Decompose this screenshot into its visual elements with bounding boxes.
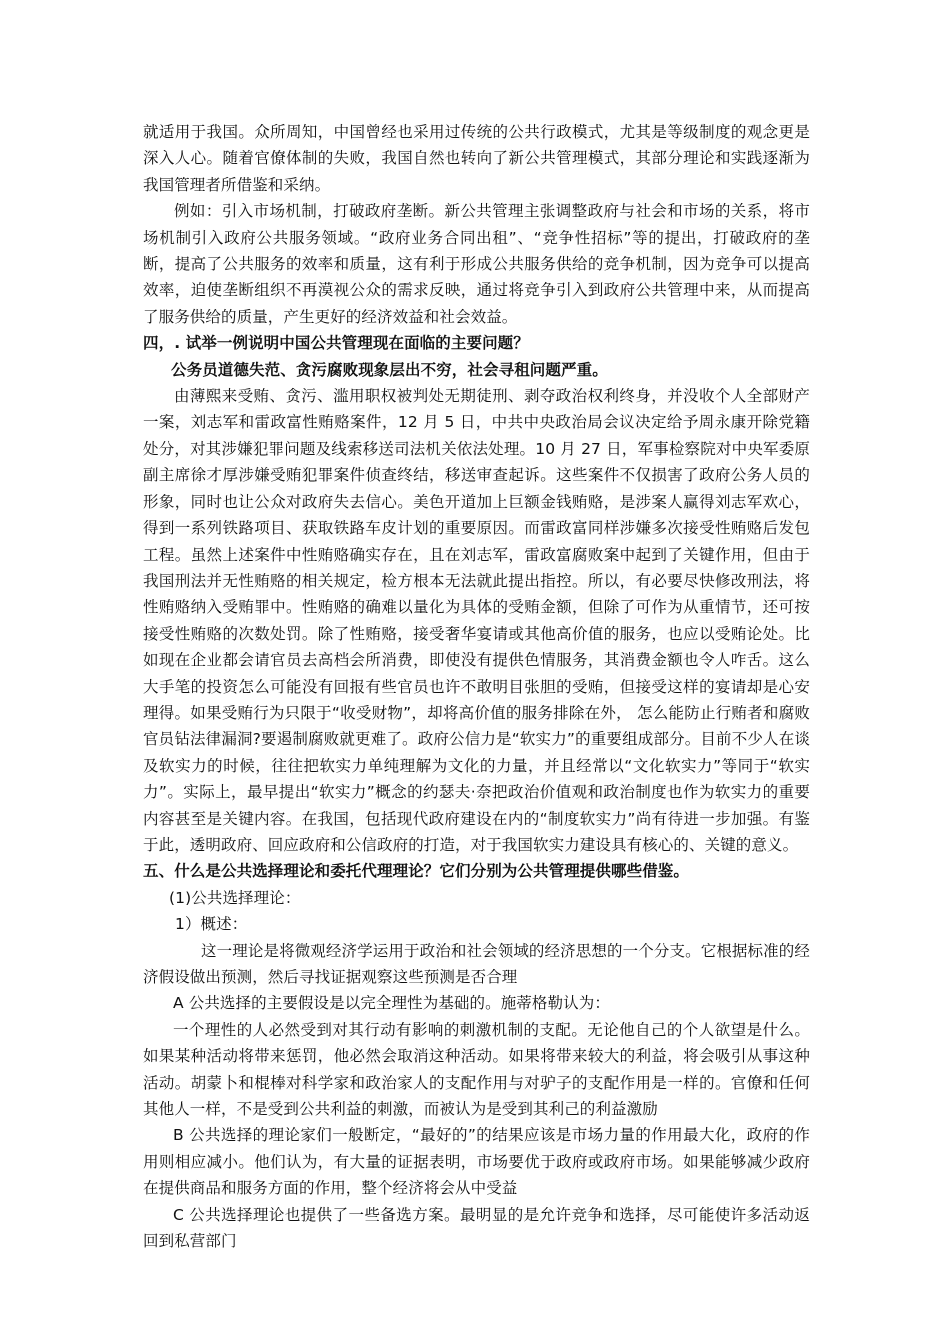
paragraph-intro: 就适用于我国。众所周知，中国曾经也采用过传统的公共行政模式，尤其是等级制度的观念更是深入人心。随着官僚体制的失败，我国自然也转向了新公共管理模式，其部分理论和实践逐渐为我国管理者所借鉴和采纳。	[143, 123, 810, 194]
subheading-public-choice: (1)公共选择理论：	[169, 888, 301, 907]
heading-section-4-answer: 公务员道德失范、贪污腐败现象层出不穷，社会寻租问题严重。	[171, 360, 608, 379]
heading-section-4: 四，. 试举一例说明中国公共管理现在面临的主要问题？	[143, 334, 529, 353]
document-page	[143, 119, 810, 1254]
subheading-overview: 1）概述：	[175, 915, 248, 934]
paragraph-overview: 这一理论是将微观经济学运用于政治和社会领域的经济思想的一个分支。它根据标准的经济假设做出预测，然后寻找证据观察这些预测是否合理	[143, 941, 810, 986]
paragraph-a-head: A 公共选择的主要假设是以完全理性为基础的。施蒂格勒认为：	[173, 994, 610, 1013]
heading-section-5: 五、什么是公共选择理论和委托代理理论？它们分别为公共管理提供哪些借鉴。	[143, 862, 690, 881]
paragraph-example: 例如：引入市场机制，打破政府垄断。新公共管理主张调整政府与社会和市场的关系，将市场机制引入政府公共服务领域。“政府业务合同出租”、“竞争性招标”等的提出，打破政府的垄断，提高了公共服务的效率和质量，这有利于形成公共服务供给的竞争机制，因为竞争可以提高效率，迫使垄断组织不再漠视公众的需求反映，通过将竞争引入到政府公共管理中来，从而提高了服务供给的质量，产生更好的经济效益和社会效益。	[143, 202, 810, 326]
paragraph-b: B 公共选择的理论家们一般断定，“最好的”的结果应该是市场力量的作用最大化，政府的作用则相应减小。他们认为，有大量的证据表明，市场要优于政府或政府市场。如果能够减少政府在提供商品和服务方面的作用，整个经济将会从中受益	[143, 1126, 810, 1198]
paragraph-a-body: 一个理性的人必然受到对其行动有影响的刺激机制的支配。无论他自己的个人欲望是什么。如果某种活动将带来惩罚，他必然会取消这种活动。如果将带来较大的利益，将会吸引从事这种活动。胡蒙卜和棍棒对科学家和政治家人的支配作用与对驴子的支配作用是一样的。官僚和任何其他人一样，不是受到公共利益的刺激，而被认为是受到其利己的利益激励	[143, 1020, 810, 1119]
paragraph-c: C 公共选择理论也提供了一些备选方案。最明显的是允许竞争和选择，尽可能使许多活动返回到私营部门	[143, 1205, 810, 1251]
paragraph-corruption-cases: 由薄熙来受贿、贪污、滥用职权被判处无期徒刑、剥夺政治权利终身，并没收个人全部财产一案，刘志军和雷政富性贿赂案件，12 月 5 日，中共中央政治局会议决定给予周永康开除党籍处分，对其涉嫌犯罪问题及线索移送司法机关依法处理。10 月 27 日，军事检察院对中央军委原副主席徐才厚涉嫌受贿犯罪案件侦查终结，移送审查起诉。这些案件不仅损害了政府公务人员的形象，同时也让公众对政府失去信心。美色开道加上巨额金钱贿赂，是涉案人赢得刘志军欢心，得到一系列铁路项目、获取铁路车皮计划的重要原因。而雷政富同样涉嫌多次接受性贿赂后发包工程。虽然上述案件中性贿赂确实存在，且在刘志军，雷政富腐败案中起到了关键作用，但由于我国刑法并无性贿赂的相关规定，检方根本无法就此提出指控。所以，有必要尽快修改刑法，将性贿赂纳入受贿罪中。性贿赂的确难以量化为具体的受贿金额，但除了可作为从重情节，还可按接受性贿赂的次数处罚。除了性贿赂，接受奢华宴请或其他高价值的服务，也应以受贿论处。比如现在企业都会请官员去高档会所消费，即使没有提供色情服务，其消费金额也令人咋舌。这么大手笔的投资怎么可能没有回报有些官员也许不敢明目张胆的受贿，但接受这样的宴请却是心安理得。如果受贿行为只限于“收受财物”，却将高价值的服务排除在外， 怎么能防止行贿者和腐败官员钻法律漏洞?要遏制腐败就更难了。政府公信力是“软实力”的重要组成部分。目前不少人在谈及软实力的时候，往往把软实力单纯理解为文化的力量，并且经常以“文化软实力”等同于“软实力”。实际上，最早提出“软实力”概念的约瑟夫·奈把政治价值观和政治制度也作为软实力的重要内容甚至是关键内容。在我国，包括现代政府建设在内的“制度软实力”尚有待进一步加强。有鉴于此，透明政府、回应政府和公信政府的打造，对于我国软实力建设具有核心的、关键的意义。	[143, 387, 810, 854]
